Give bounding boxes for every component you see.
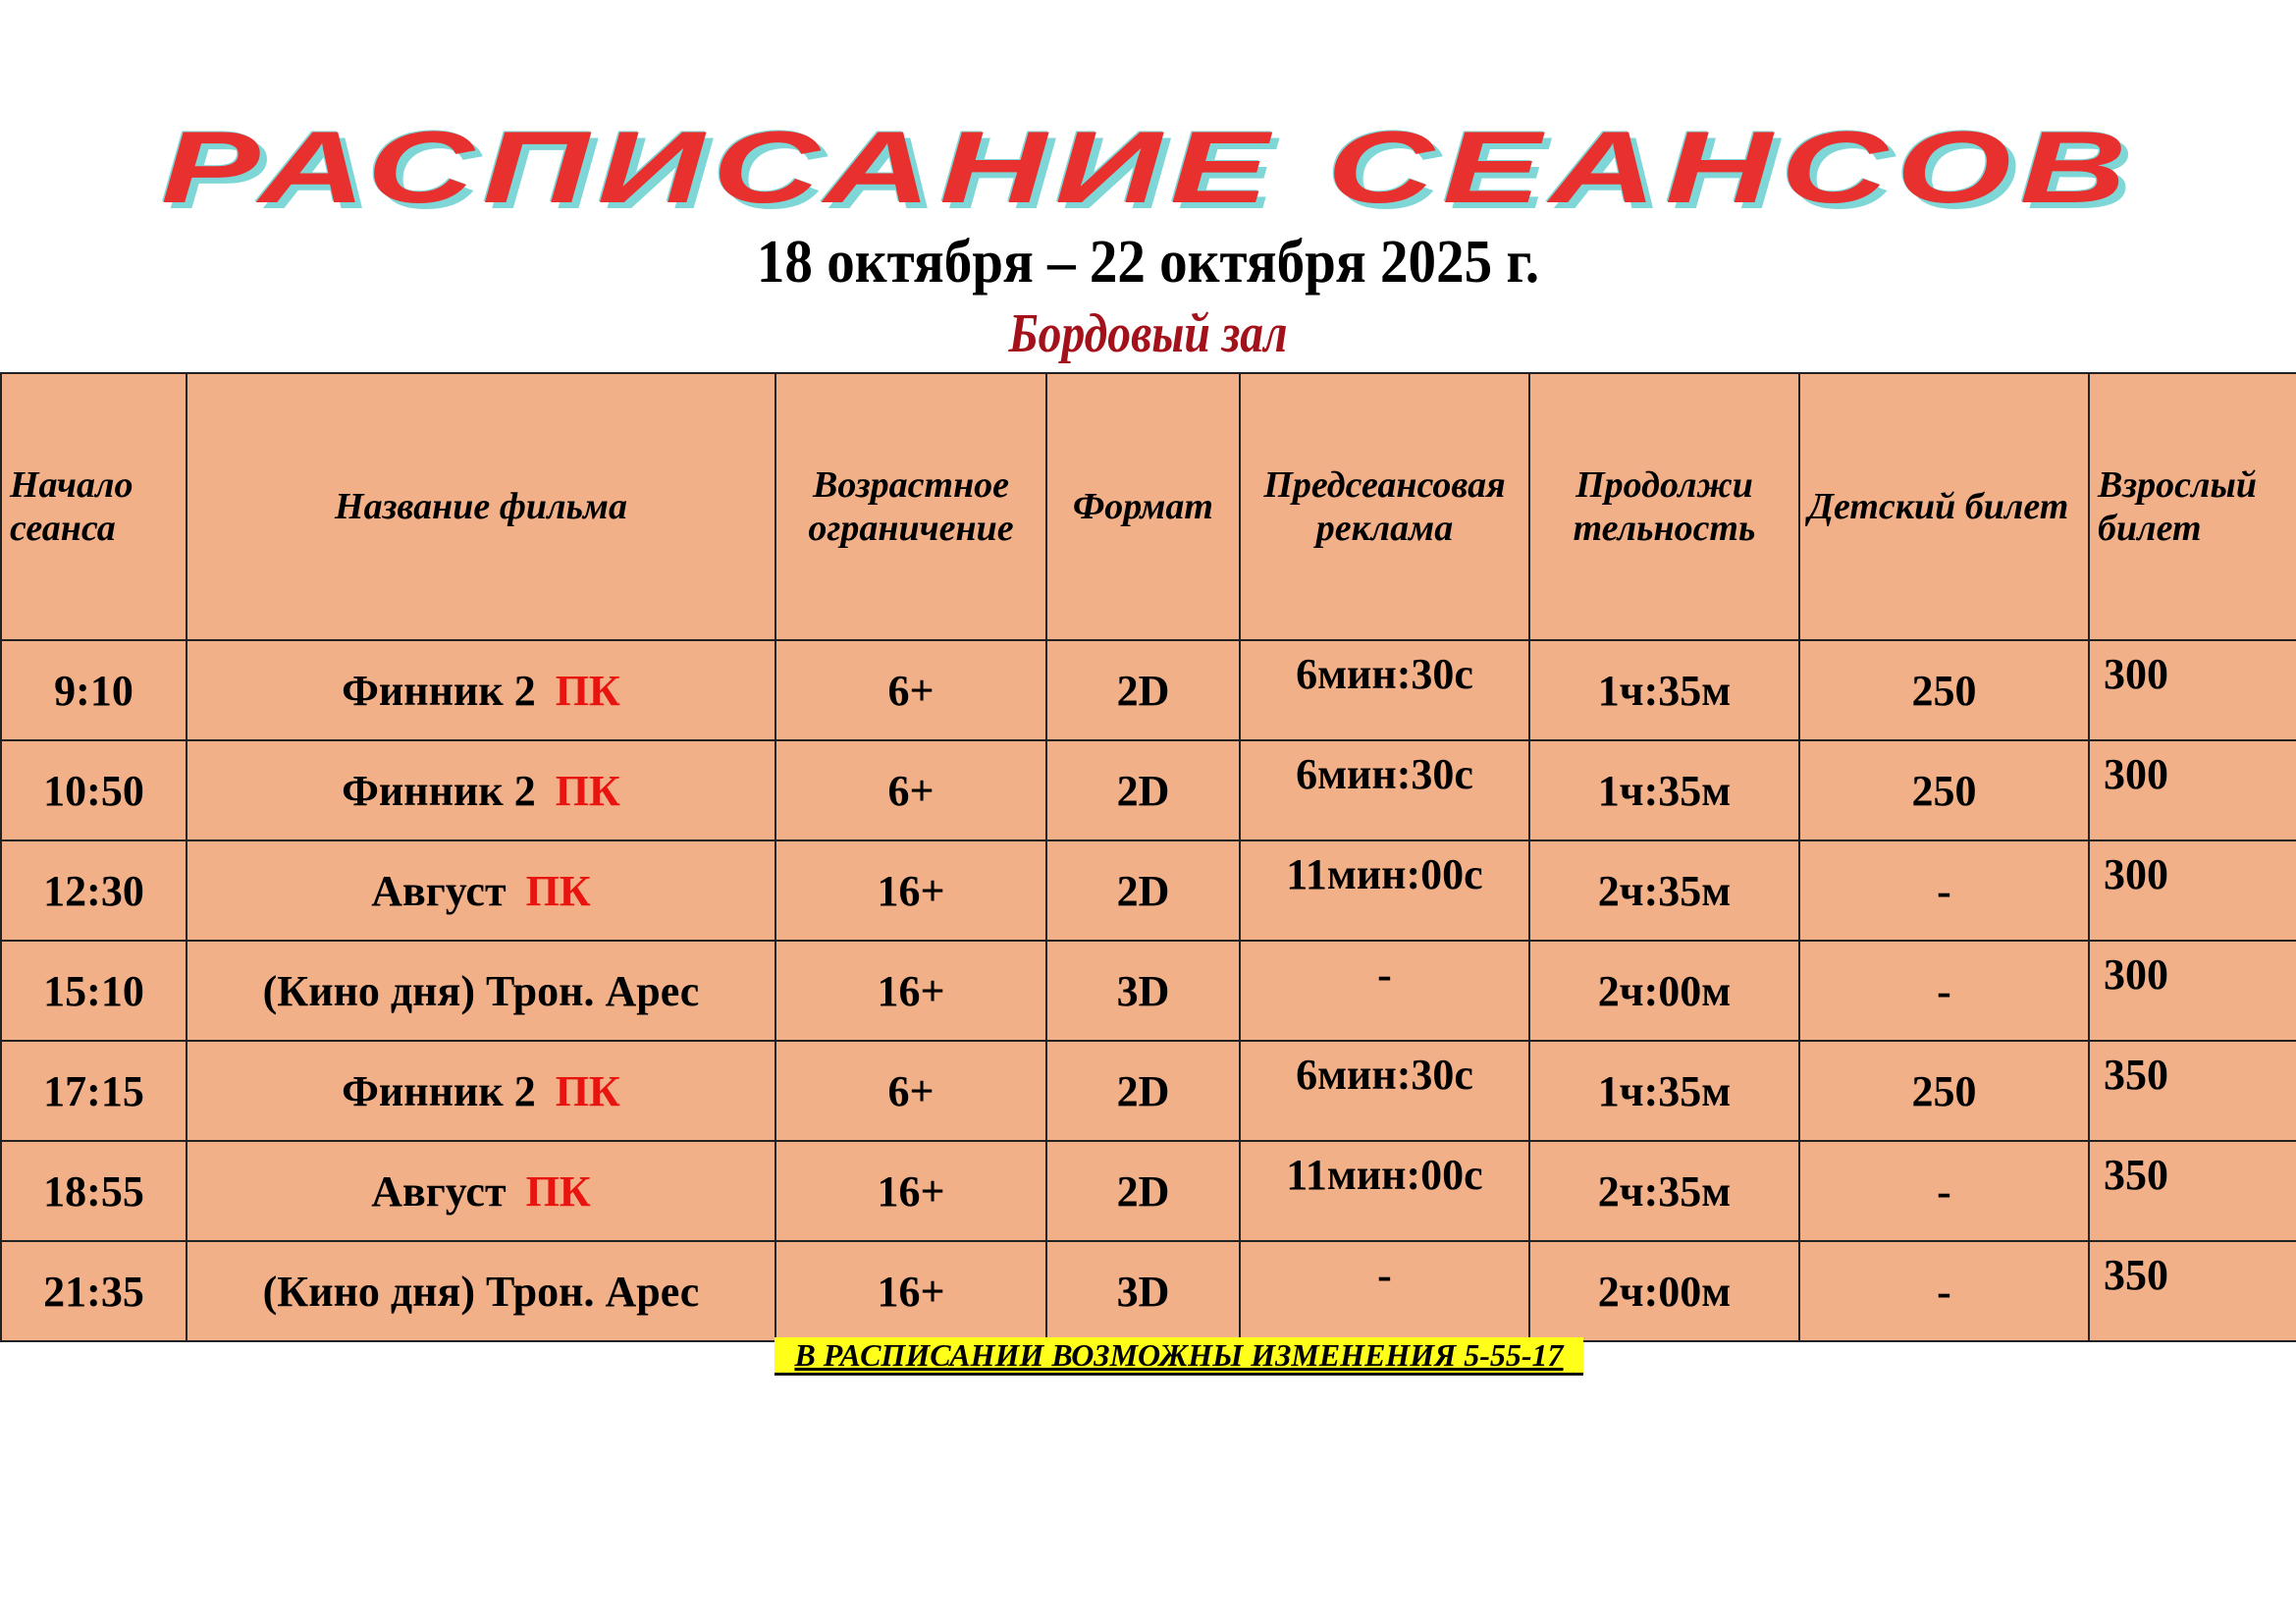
- duration: [1529, 840, 1799, 941]
- format-text: 3D: [1116, 966, 1170, 1015]
- ad-duration-text: 11мин:00с: [1286, 850, 1483, 898]
- film-title: [187, 840, 775, 941]
- film-title: [187, 941, 775, 1041]
- ad-duration-text: 6мин:30с: [1296, 650, 1473, 698]
- adult-price: [2089, 941, 2296, 1041]
- ad-duration: [1240, 740, 1529, 840]
- ad-duration: [1240, 640, 1529, 740]
- age-rating: [775, 1041, 1046, 1141]
- session-time: [1, 640, 187, 740]
- format-text: 3D: [1116, 1267, 1170, 1316]
- age-rating-text: 16+: [877, 1267, 945, 1316]
- format: [1046, 640, 1240, 740]
- session-time-text: 18:55: [43, 1166, 144, 1216]
- adult-price: [2089, 1041, 2296, 1141]
- ad-duration-text: 11мин:00с: [1286, 1151, 1483, 1199]
- duration: [1529, 640, 1799, 740]
- age-rating-text: 6+: [887, 1066, 934, 1115]
- format: [1046, 1041, 1240, 1141]
- header-format: Формат: [1046, 373, 1240, 640]
- film-title: [187, 1041, 775, 1141]
- duration-text: 1ч:35м: [1597, 766, 1732, 815]
- film-title-text: Финник 2: [342, 1066, 536, 1115]
- session-time: [1, 740, 187, 840]
- ad-duration: [1240, 941, 1529, 1041]
- child-price: [1799, 740, 2089, 840]
- adult-price-text: 300: [2104, 650, 2168, 698]
- page-title: РАСПИСАНИЕ СЕАНСОВ: [160, 111, 2136, 225]
- age-rating: [775, 740, 1046, 840]
- child-price: [1799, 1241, 2089, 1341]
- table-row: [1, 1241, 2296, 1341]
- film-title: [187, 740, 775, 840]
- session-time-text: 12:30: [43, 866, 144, 915]
- ad-duration-text: -: [1377, 950, 1392, 999]
- duration-text: 2ч:00м: [1597, 966, 1732, 1015]
- session-time: [1, 1141, 187, 1241]
- format-text: 2D: [1116, 666, 1170, 715]
- schedule-table: [0, 372, 2296, 1342]
- child-price-text: 250: [1911, 766, 1977, 815]
- film-title-text: (Кино дня) Трон. Арес: [262, 1267, 700, 1316]
- session-time-text: 21:35: [43, 1267, 144, 1316]
- adult-price-text: 350: [2104, 1251, 2168, 1299]
- child-price-text: -: [1937, 1267, 1951, 1316]
- film-title-text: Август: [371, 1166, 507, 1216]
- age-rating: [775, 640, 1046, 740]
- session-time: [1, 941, 187, 1041]
- film-title: [187, 1241, 775, 1341]
- child-price-text: -: [1937, 1166, 1951, 1216]
- format-text: 2D: [1116, 866, 1170, 915]
- film-title-text: (Кино дня) Трон. Арес: [262, 966, 700, 1015]
- duration-text: 2ч:35м: [1597, 866, 1732, 915]
- session-time: [1, 1041, 187, 1141]
- ad-duration: [1240, 1141, 1529, 1241]
- session-time-text: 15:10: [43, 966, 144, 1015]
- session-time: [1, 840, 187, 941]
- adult-price-text: 300: [2104, 950, 2168, 999]
- table-row: [1, 840, 2296, 941]
- ad-duration-text: 6мин:30с: [1296, 750, 1473, 798]
- ad-duration-text: -: [1377, 1251, 1392, 1299]
- header-adult-ticket: Взрослый билет: [2089, 373, 2296, 640]
- header-row: [1, 373, 2296, 640]
- header-child-ticket: Детский билет: [1799, 373, 2089, 640]
- duration: [1529, 1041, 1799, 1141]
- child-price-text: -: [1937, 866, 1951, 915]
- session-time: [1, 1241, 187, 1341]
- pushkin-card-badge: ПК: [525, 1166, 591, 1216]
- header-ads: Предсеансовая реклама: [1240, 373, 1529, 640]
- child-price: [1799, 1141, 2089, 1241]
- adult-price: [2089, 1241, 2296, 1341]
- age-rating-text: 16+: [877, 1166, 945, 1216]
- duration-text: 1ч:35м: [1597, 1066, 1732, 1115]
- adult-price: [2089, 840, 2296, 941]
- film-title: [187, 640, 775, 740]
- age-rating-text: 6+: [887, 666, 934, 715]
- adult-price-text: 350: [2104, 1051, 2168, 1099]
- film-title: [187, 1141, 775, 1241]
- adult-price: [2089, 1141, 2296, 1241]
- header-film: Название фильма: [187, 373, 775, 640]
- ad-duration: [1240, 1041, 1529, 1141]
- duration-text: 1ч:35м: [1597, 666, 1732, 715]
- header-start-time: Начало сеанса: [1, 373, 187, 640]
- child-price: [1799, 1041, 2089, 1141]
- age-rating-text: 6+: [887, 766, 934, 815]
- pushkin-card-badge: ПК: [525, 866, 591, 915]
- pushkin-card-badge: ПК: [555, 666, 620, 715]
- age-rating-text: 16+: [877, 966, 945, 1015]
- age-rating: [775, 941, 1046, 1041]
- duration: [1529, 941, 1799, 1041]
- age-rating: [775, 840, 1046, 941]
- format: [1046, 840, 1240, 941]
- child-price-text: 250: [1911, 1066, 1977, 1115]
- changes-notice: В РАСПИСАНИИ ВОЗМОЖНЫ ИЗМЕНЕНИЯ 5-55-17: [774, 1337, 1583, 1376]
- header-duration: Продолжи тельность: [1529, 373, 1799, 640]
- format-text: 2D: [1116, 766, 1170, 815]
- child-price-text: -: [1937, 966, 1951, 1015]
- pushkin-card-badge: ПК: [555, 1066, 620, 1115]
- duration-text: 2ч:35м: [1597, 1166, 1732, 1216]
- ad-duration: [1240, 840, 1529, 941]
- child-price-text: 250: [1911, 666, 1977, 715]
- format: [1046, 1141, 1240, 1241]
- header-age: Возрастное ограничение: [775, 373, 1046, 640]
- date-range: 18 октября – 22 октября 2025 г.: [756, 229, 1540, 296]
- format: [1046, 740, 1240, 840]
- adult-price-text: 350: [2104, 1151, 2168, 1199]
- adult-price: [2089, 740, 2296, 840]
- film-title-text: Финник 2: [342, 666, 536, 715]
- session-time-text: 10:50: [43, 766, 144, 815]
- session-time-text: 17:15: [43, 1066, 144, 1115]
- duration: [1529, 1141, 1799, 1241]
- age-rating: [775, 1141, 1046, 1241]
- table-row: [1, 1041, 2296, 1141]
- child-price: [1799, 640, 2089, 740]
- format-text: 2D: [1116, 1166, 1170, 1216]
- table-row: [1, 1141, 2296, 1241]
- table-row: [1, 941, 2296, 1041]
- ad-duration-text: 6мин:30с: [1296, 1051, 1473, 1099]
- adult-price-text: 300: [2104, 750, 2168, 798]
- format-text: 2D: [1116, 1066, 1170, 1115]
- duration: [1529, 740, 1799, 840]
- film-title-text: Финник 2: [342, 766, 536, 815]
- pushkin-card-badge: ПК: [555, 766, 620, 815]
- age-rating-text: 16+: [877, 866, 945, 915]
- format: [1046, 941, 1240, 1041]
- table-row: [1, 740, 2296, 840]
- film-title-text: Август: [371, 866, 507, 915]
- child-price: [1799, 840, 2089, 941]
- adult-price: [2089, 640, 2296, 740]
- table-row: [1, 640, 2296, 740]
- hall-name: Бордовый зал: [1008, 303, 1288, 364]
- format: [1046, 1241, 1240, 1341]
- duration: [1529, 1241, 1799, 1341]
- age-rating: [775, 1241, 1046, 1341]
- child-price: [1799, 941, 2089, 1041]
- adult-price-text: 300: [2104, 850, 2168, 898]
- session-time-text: 9:10: [54, 666, 133, 715]
- ad-duration: [1240, 1241, 1529, 1341]
- duration-text: 2ч:00м: [1597, 1267, 1732, 1316]
